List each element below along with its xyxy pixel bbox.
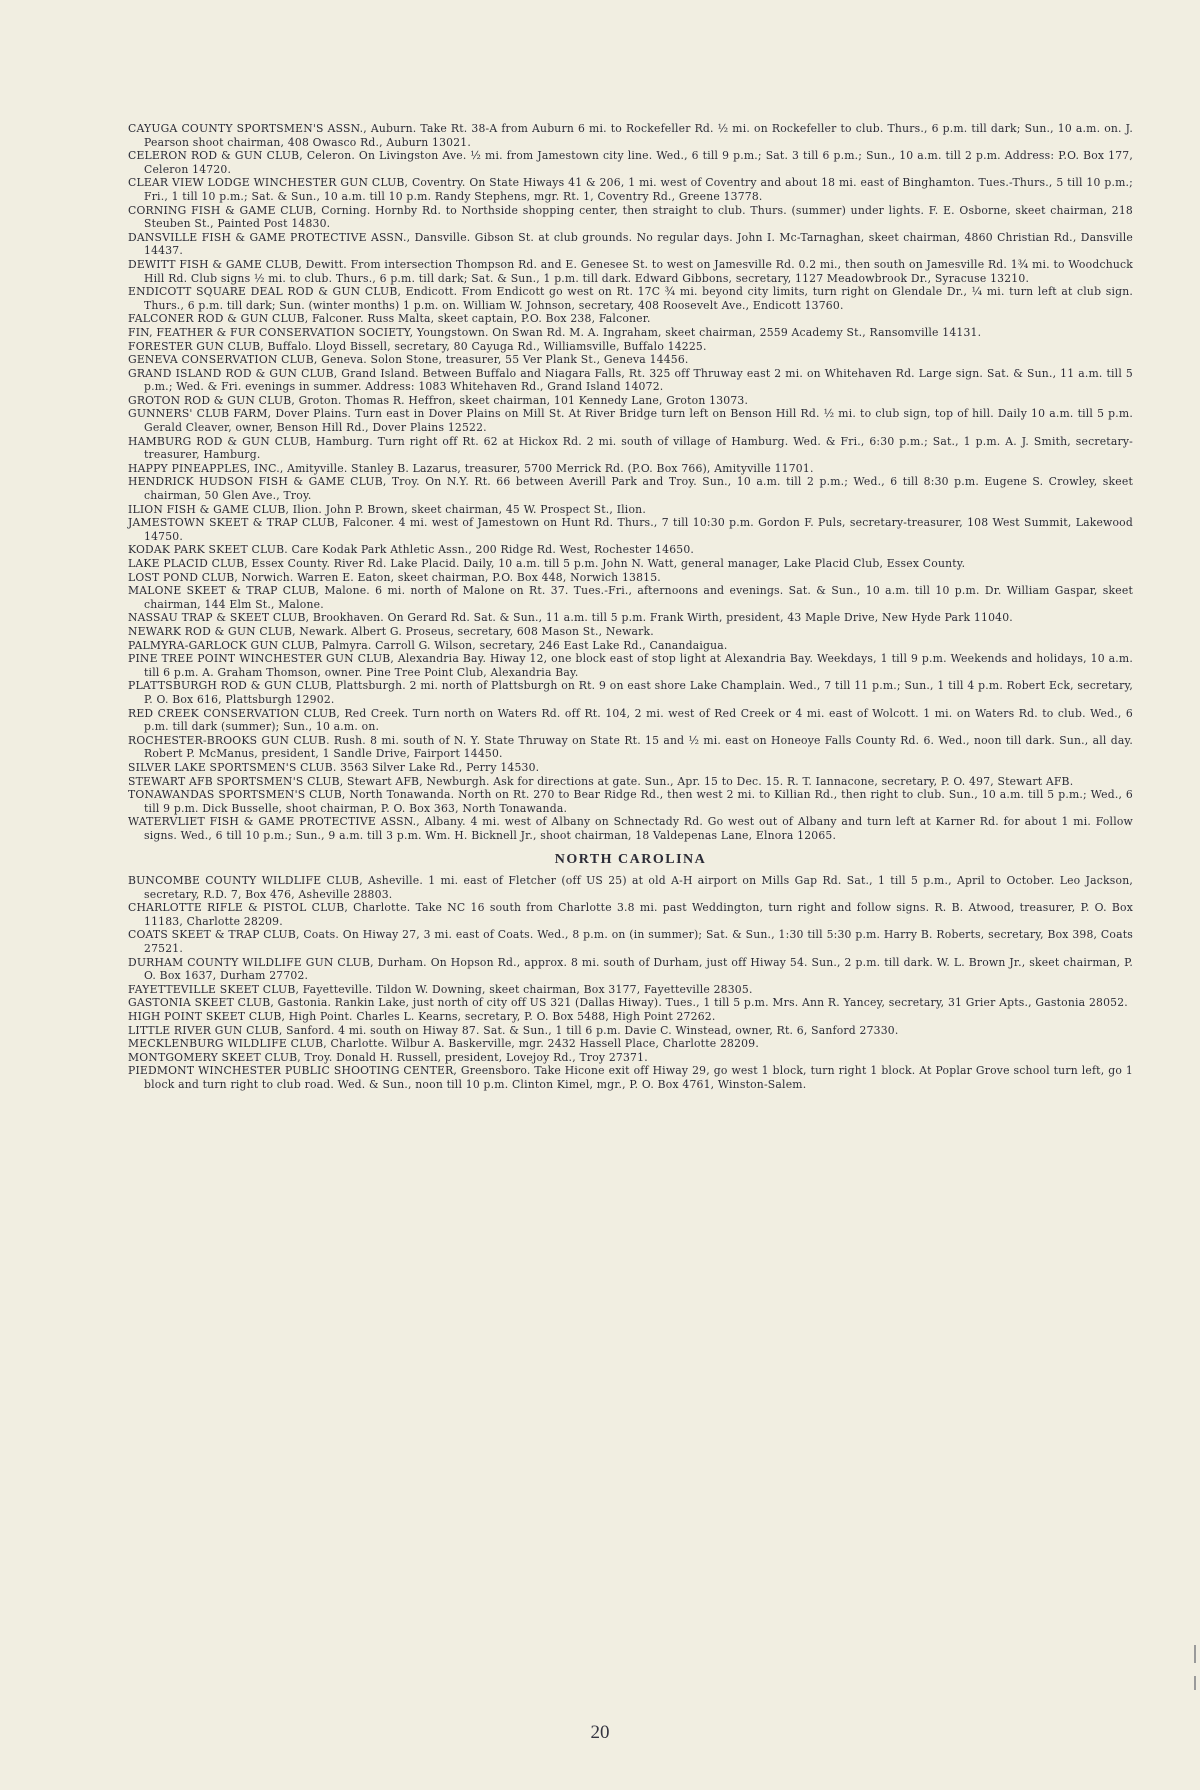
- club-entry: TONAWANDAS SPORTSMEN'S CLUB, North Tonawanda. North on Rt. 270 to Bear Ridge Rd., then west 2 mi. to Killian Rd., then right to club. Sun., 10 a.m. till 5 p.m.; Wed., 6 till 9 p.m. Dick Busselle, shoot chairman, P. O. Box 363, North Tonawanda.: [128, 788, 1133, 815]
- club-entry: FORESTER GUN CLUB, Buffalo. Lloyd Bissell, secretary, 80 Cayuga Rd., Williamsville, Buffalo 14225.: [128, 339, 707, 353]
- club-entry: COATS SKEET & TRAP CLUB, Coats. On Hiway 27, 3 mi. east of Coats. Wed., 8 p.m. on (in summer); Sat. & Sun., 1:30 till 5:30 p.m. Harry B. Roberts, secretary, Box 398, Coats 27521.: [128, 928, 1133, 956]
- scan-edge-mark: [1194, 1676, 1196, 1690]
- club-entry: CELERON ROD & GUN CLUB, Celeron. On Livingston Ave. ½ mi. from Jamestown city line. Wed., 6 till 9 p.m.; Sat. 3 till 6 p.m.; Sun., 10 a.m. till 2 p.m. Address: P.O. Box 177, Celeron 14720.: [128, 149, 1133, 176]
- club-entry: GASTONIA SKEET CLUB, Gastonia. Rankin Lake, just north of city off US 321 (Dallas Hiway). Tues., 1 till 5 p.m. Mrs. Ann R. Yancey, secretary, 31 Grier Apts., Gastonia 28052.: [128, 996, 1128, 1010]
- club-entry: CORNING FISH & GAME CLUB, Corning. Hornby Rd. to Northside shopping center, then straight to club. Thurs. (summer) under lights. F. E. Osborne, skeet chairman, 218 Steuben St., Painted Post 14830.: [128, 203, 1133, 231]
- club-entry: GROTON ROD & GUN CLUB, Groton. Thomas R. Heffron, skeet chairman, 101 Kennedy Lane, Groton 13073.: [128, 393, 749, 407]
- club-entry: NEWARK ROD & GUN CLUB, Newark. Albert G. Proseus, secretary, 608 Mason St., Newark.: [128, 624, 654, 638]
- club-entry: DANSVILLE FISH & GAME PROTECTIVE ASSN., Dansville. Gibson St. at club grounds. No regular days. John I. Mc-Tarnaghan, skeet chairman, 4860 Christian Rd., Dansville 14437.: [128, 230, 1133, 258]
- club-entry: PALMYRA-GARLOCK GUN CLUB, Palmyra. Carroll G. Wilson, secretary, 246 East Lake Rd., Canandaigua.: [128, 638, 728, 652]
- page-number: 20: [590, 1722, 610, 1743]
- club-entry: GUNNERS' CLUB FARM, Dover Plains. Turn east in Dover Plains on Mill St. At River Bridge turn left on Benson Hill Rd. ½ mi. to club sign, top of hill. Daily 10 a.m. till 5 p.m. Gerald Cleaver, owner, Benson Hill Rd., Dover Plains 12522.: [128, 407, 1133, 435]
- club-entry: ENDICOTT SQUARE DEAL ROD & GUN CLUB, Endicott. From Endicott go west on Rt. 17C ¾ mi. beyond city limits, turn right on Glendale Dr., ¼ mi. turn left at club sign. Thurs., 6 p.m. till dark; Sun. (winter months) 1 p.m. on. William W. Johnson, secretary, 408 Roosevelt Ave., Endicott 13760.: [128, 285, 1133, 312]
- club-entry: BUNCOMBE COUNTY WILDLIFE CLUB, Asheville. 1 mi. east of Fletcher (off US 25) at old A-H airport on Mills Gap Rd. Sat., 1 till 5 p.m., April to October. Leo Jackson, secretary, R.D. 7, Box 476, Asheville 28803.: [128, 874, 1133, 901]
- section-heading-north-carolina: NORTH CAROLINA: [554, 852, 707, 868]
- club-entry: HAMBURG ROD & GUN CLUB, Hamburg. Turn right off Rt. 62 at Hickox Rd. 2 mi. south of village of Hamburg. Wed. & Fri., 6:30 p.m.; Sat., 1 p.m. A. J. Smith, secretary-treasurer, Hamburg.: [128, 434, 1133, 462]
- club-entry: PINE TREE POINT WINCHESTER GUN CLUB, Alexandria Bay. Hiway 12, one block east of stop light at Alexandria Bay. Weekdays, 1 till 9 p.m. Weekends and holidays, 10 a.m. till 6 p.m. A. Graham Thomson, owner. Pine Tree Point Club, Alexandria Bay.: [128, 652, 1133, 679]
- club-entry: MALONE SKEET & TRAP CLUB, Malone. 6 mi. north of Malone on Rt. 37. Tues.-Fri., afternoons and evenings. Sat. & Sun., 10 a.m. till 10 p.m. Dr. William Gaspar, skeet chairman, 144 Elm St., Malone.: [128, 584, 1133, 611]
- directory-text: [128, 122, 1133, 1092]
- club-entry: HAPPY PINEAPPLES, INC., Amityville. Stanley B. Lazarus, treasurer, 5700 Merrick Rd. (P.O. Box 766), Amityville 11701.: [128, 461, 814, 475]
- club-entry: KODAK PARK SKEET CLUB. Care Kodak Park Athletic Assn., 200 Ridge Rd. West, Rochester 14650.: [128, 543, 695, 557]
- club-entry: MONTGOMERY SKEET CLUB, Troy. Donald H. Russell, president, Lovejoy Rd., Troy 27371.: [128, 1050, 648, 1064]
- club-entry: LOST POND CLUB, Norwich. Warren E. Eaton, skeet chairman, P.O. Box 448, Norwich 13815.: [128, 570, 661, 584]
- club-entry: FAYETTEVILLE SKEET CLUB, Fayetteville. Tildon W. Downing, skeet chairman, Box 3177, Fayetteville 28305.: [128, 982, 753, 996]
- club-entry: DEWITT FISH & GAME CLUB, Dewitt. From intersection Thompson Rd. and E. Genesee St. to west on Jamesville Rd. 0.2 mi., then south on Jamesville Rd. 1¾ mi. to Woodchuck Hill Rd. Club signs ½ mi. to club. Thurs., 6 p.m. till dark; Sat. & Sun., 1 p.m. till dark. Edward Gibbons, secretary, 1127 Meadowbrook Dr., Syracuse 13210.: [128, 257, 1133, 285]
- club-entry: CHARLOTTE RIFLE & PISTOL CLUB, Charlotte. Take NC 16 south from Charlotte 3.8 mi. past Weddington, turn right and follow signs. R. B. Atwood, treasurer, P. O. Box 11183, Charlotte 28209.: [128, 901, 1133, 928]
- club-entry: PIEDMONT WINCHESTER PUBLIC SHOOTING CENTER, Greensboro. Take Hicone exit off Hiway 29, go west 1 block, turn right 1 block. At Poplar Grove school turn left, go 1 block and turn right to club road. Wed. & Sun., noon till 10 p.m. Clinton Kimel, mgr., P. O. Box 4761, Winston-Salem.: [128, 1064, 1133, 1091]
- club-entry: RED CREEK CONSERVATION CLUB, Red Creek. Turn north on Waters Rd. off Rt. 104, 2 mi. west of Red Creek or 4 mi. east of Wolcott. 1 mi. on Waters Rd. to club. Wed., 6 p.m. till dark (summer); Sun., 10 a.m. on.: [128, 706, 1133, 734]
- club-entry: GENEVA CONSERVATION CLUB, Geneva. Solon Stone, treasurer, 55 Ver Plank St., Geneva 14456.: [128, 353, 689, 367]
- scan-edge-mark: [1194, 1645, 1196, 1663]
- club-entry: HENDRICK HUDSON FISH & GAME CLUB, Troy. On N.Y. Rt. 66 between Averill Park and Troy. Sun., 10 a.m. till 2 p.m.; Wed., 6 till 8:30 p.m. Eugene S. Crowley, skeet chairman, 50 Glen Ave., Troy.: [128, 475, 1133, 503]
- club-entry: DURHAM COUNTY WILDLIFE GUN CLUB, Durham. On Hopson Rd., approx. 8 mi. south of Durham, just off Hiway 54. Sun., 2 p.m. till dark. W. L. Brown Jr., skeet chairman, P. O. Box 1637, Durham 27702.: [128, 955, 1133, 983]
- new-york-club-list: [128, 122, 1133, 842]
- club-entry: SILVER LAKE SPORTSMEN'S CLUB. 3563 Silver Lake Rd., Perry 14530.: [128, 760, 540, 774]
- club-entry: HIGH POINT SKEET CLUB, High Point. Charles L. Kearns, secretary, P. O. Box 5488, High Point 27262.: [128, 1010, 716, 1023]
- club-entry: LAKE PLACID CLUB, Essex County. River Rd. Lake Placid. Daily, 10 a.m. till 5 p.m. John N. Watt, general manager, Lake Placid Club, Essex County.: [128, 557, 966, 570]
- club-entry: FIN, FEATHER & FUR CONSERVATION SOCIETY, Youngstown. On Swan Rd. M. A. Ingraham, skeet chairman, 2559 Academy St., Ransomville 14131.: [128, 325, 982, 339]
- club-entry: ILION FISH & GAME CLUB, Ilion. John P. Brown, skeet chairman, 45 W. Prospect St., Ilion.: [128, 502, 646, 516]
- club-entry: GRAND ISLAND ROD & GUN CLUB, Grand Island. Between Buffalo and Niagara Falls, Rt. 325 off Thruway east 2 mi. on Whitehaven Rd. Large sign. Sat. & Sun., 11 a.m. till 5 p.m.; Wed. & Fri. evenings in summer. Address: 1083 Whitehaven Rd., Grand Island 14072.: [128, 366, 1133, 394]
- club-entry: CAYUGA COUNTY SPORTSMEN'S ASSN., Auburn. Take Rt. 38-A from Auburn 6 mi. to Rockefeller Rd. ½ mi. on Rockefeller to club. Thurs., 6 p.m. till dark; Sun., 10 a.m. on. J. Pearson shoot chairman, 408 Owasco Rd., Auburn 13021.: [128, 122, 1133, 149]
- club-entry: ROCHESTER-BROOKS GUN CLUB. Rush. 8 mi. south of N. Y. State Thruway on State Rt. 15 and ½ mi. east on Honeoye Falls County Rd. 6. Wed., noon till dark. Sun., all day. Robert P. McManus, president, 1 Sandle Drive, Fairport 14450.: [128, 733, 1133, 761]
- club-entry: STEWART AFB SPORTSMEN'S CLUB, Stewart AFB, Newburgh. Ask for directions at gate. Sun., Apr. 15 to Dec. 15. R. T. Iannacone, secretary, P. O. 497, Stewart AFB.: [128, 774, 1074, 788]
- club-entry: MECKLENBURG WILDLIFE CLUB, Charlotte. Wilbur A. Baskerville, mgr. 2432 Hassell Place, Charlotte 28209.: [128, 1037, 759, 1051]
- club-entry: LITTLE RIVER GUN CLUB, Sanford. 4 mi. south on Hiway 87. Sat. & Sun., 1 till 6 p.m. Davie C. Winstead, owner, Rt. 6, Sanford 27330.: [128, 1023, 899, 1037]
- north-carolina-club-list: [128, 874, 1133, 1092]
- club-entry: FALCONER ROD & GUN CLUB, Falconer. Russ Malta, skeet captain, P.O. Box 238, Falconer.: [128, 312, 651, 326]
- club-entry: WATERVLIET FISH & GAME PROTECTIVE ASSN., Albany. 4 mi. west of Albany on Schnectady Rd. Go west out of Albany and turn left at Karner Rd. for about 1 mi. Follow signs. Wed., 6 till 10 p.m.; Sun., 9 a.m. till 3 p.m. Wm. H. Bicknell Jr., shoot chairman, 18 Valdepenas Lane, Elnora 12065.: [128, 815, 1133, 842]
- club-entry: NASSAU TRAP & SKEET CLUB, Brookhaven. On Gerard Rd. Sat. & Sun., 11 a.m. till 5 p.m. Frank Wirth, president, 43 Maple Drive, New Hyde Park 11040.: [128, 611, 1013, 625]
- club-entry: CLEAR VIEW LODGE WINCHESTER GUN CLUB, Coventry. On State Hiways 41 & 206, 1 mi. west of Coventry and about 18 mi. east of Binghamton. Tues.-Thurs., 5 till 10 p.m.; Fri., 1 till 10 p.m.; Sat. & Sun., 10 a.m. till 10 p.m. Randy Stephens, mgr. Rt. 1, Coventry Rd., Greene 13778.: [128, 176, 1133, 203]
- club-entry: PLATTSBURGH ROD & GUN CLUB, Plattsburgh. 2 mi. north of Plattsburgh on Rt. 9 on east shore Lake Champlain. Wed., 7 till 11 p.m.; Sun., 1 till 4 p.m. Robert Eck, secretary, P. O. Box 616, Plattsburgh 12902.: [128, 679, 1133, 706]
- club-entry: JAMESTOWN SKEET & TRAP CLUB, Falconer. 4 mi. west of Jamestown on Hunt Rd. Thurs., 7 till 10:30 p.m. Gordon F. Puls, secretary-treasurer, 108 West Summit, Lakewood 14750.: [128, 516, 1133, 543]
